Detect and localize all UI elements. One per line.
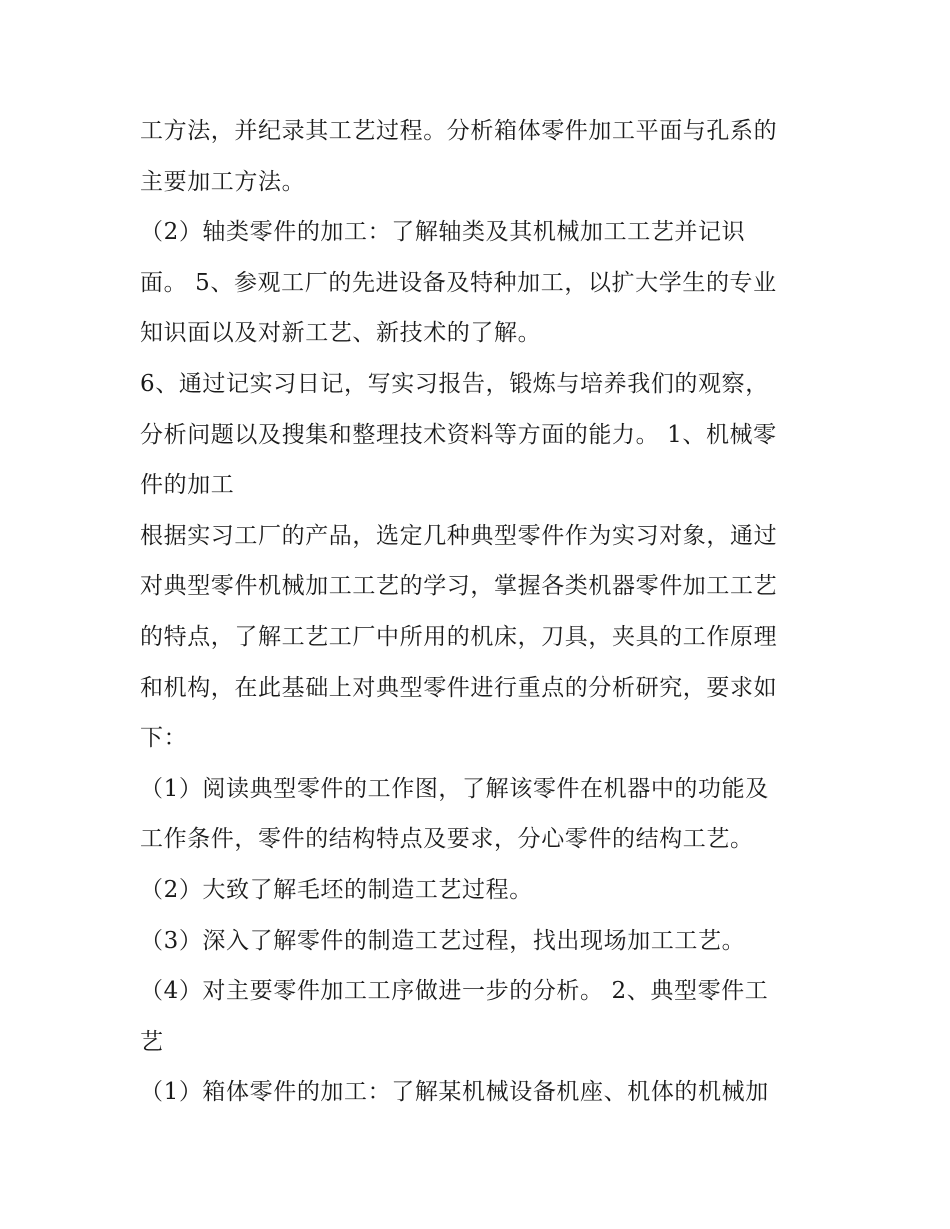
text-line: 6、通过记实习日记，写实习报告，锻炼与培养我们的观察，	[140, 370, 769, 397]
text-line: 工方法，并纪录其工艺过程。分析箱体零件加工平面与孔系的	[140, 118, 778, 144]
text-line: 主要加工方法。	[140, 168, 306, 195]
text-line: 工作条件，零件的结构特点及要求，分心零件的结构工艺。	[140, 826, 754, 853]
text-line: 分析问题以及搜集和整理技术资料等方面的能力。 1、机械零	[140, 421, 777, 448]
text-line: 知识面以及对新工艺、新技术的了解。	[140, 320, 542, 347]
text-line: 面。 5、参观工厂的先进设备及特种加工，以扩大学生的专业	[140, 269, 777, 296]
text-line: 对典型零件机械加工工艺的学习，掌握各类机器零件加工工艺	[140, 573, 778, 600]
text-line: （1）箱体零件的加工：了解某机械设备机座、机体的机械加	[140, 1079, 769, 1106]
text-line: （2）轴类零件的加工：了解轴类及其机械加工工艺并记识	[140, 219, 746, 246]
text-line: 和机构，在此基础上对典型零件进行重点的分析研究，要求如	[140, 674, 778, 701]
text-line: 下：	[140, 725, 188, 752]
text-line: （3）深入了解零件的制造工艺过程，找出现场加工工艺。	[140, 927, 746, 954]
text-line: 艺	[140, 1028, 164, 1055]
text-line: 件的加工	[140, 472, 235, 499]
text-line: 的特点，了解工艺工厂中所用的机床，刀具，夹具的工作原理	[140, 623, 778, 650]
document-body	[140, 106, 820, 1118]
text-line: 根据实习工厂的产品，选定几种典型零件作为实习对象，通过	[140, 522, 778, 549]
text-line: （4）对主要零件加工工序做进一步的分析。 2、典型零件工	[140, 978, 769, 1005]
text-line: （2）大致了解毛坯的制造工艺过程。	[140, 876, 533, 903]
text-line: （1）阅读典型零件的工作图，了解该零件在机器中的功能及	[140, 775, 769, 802]
